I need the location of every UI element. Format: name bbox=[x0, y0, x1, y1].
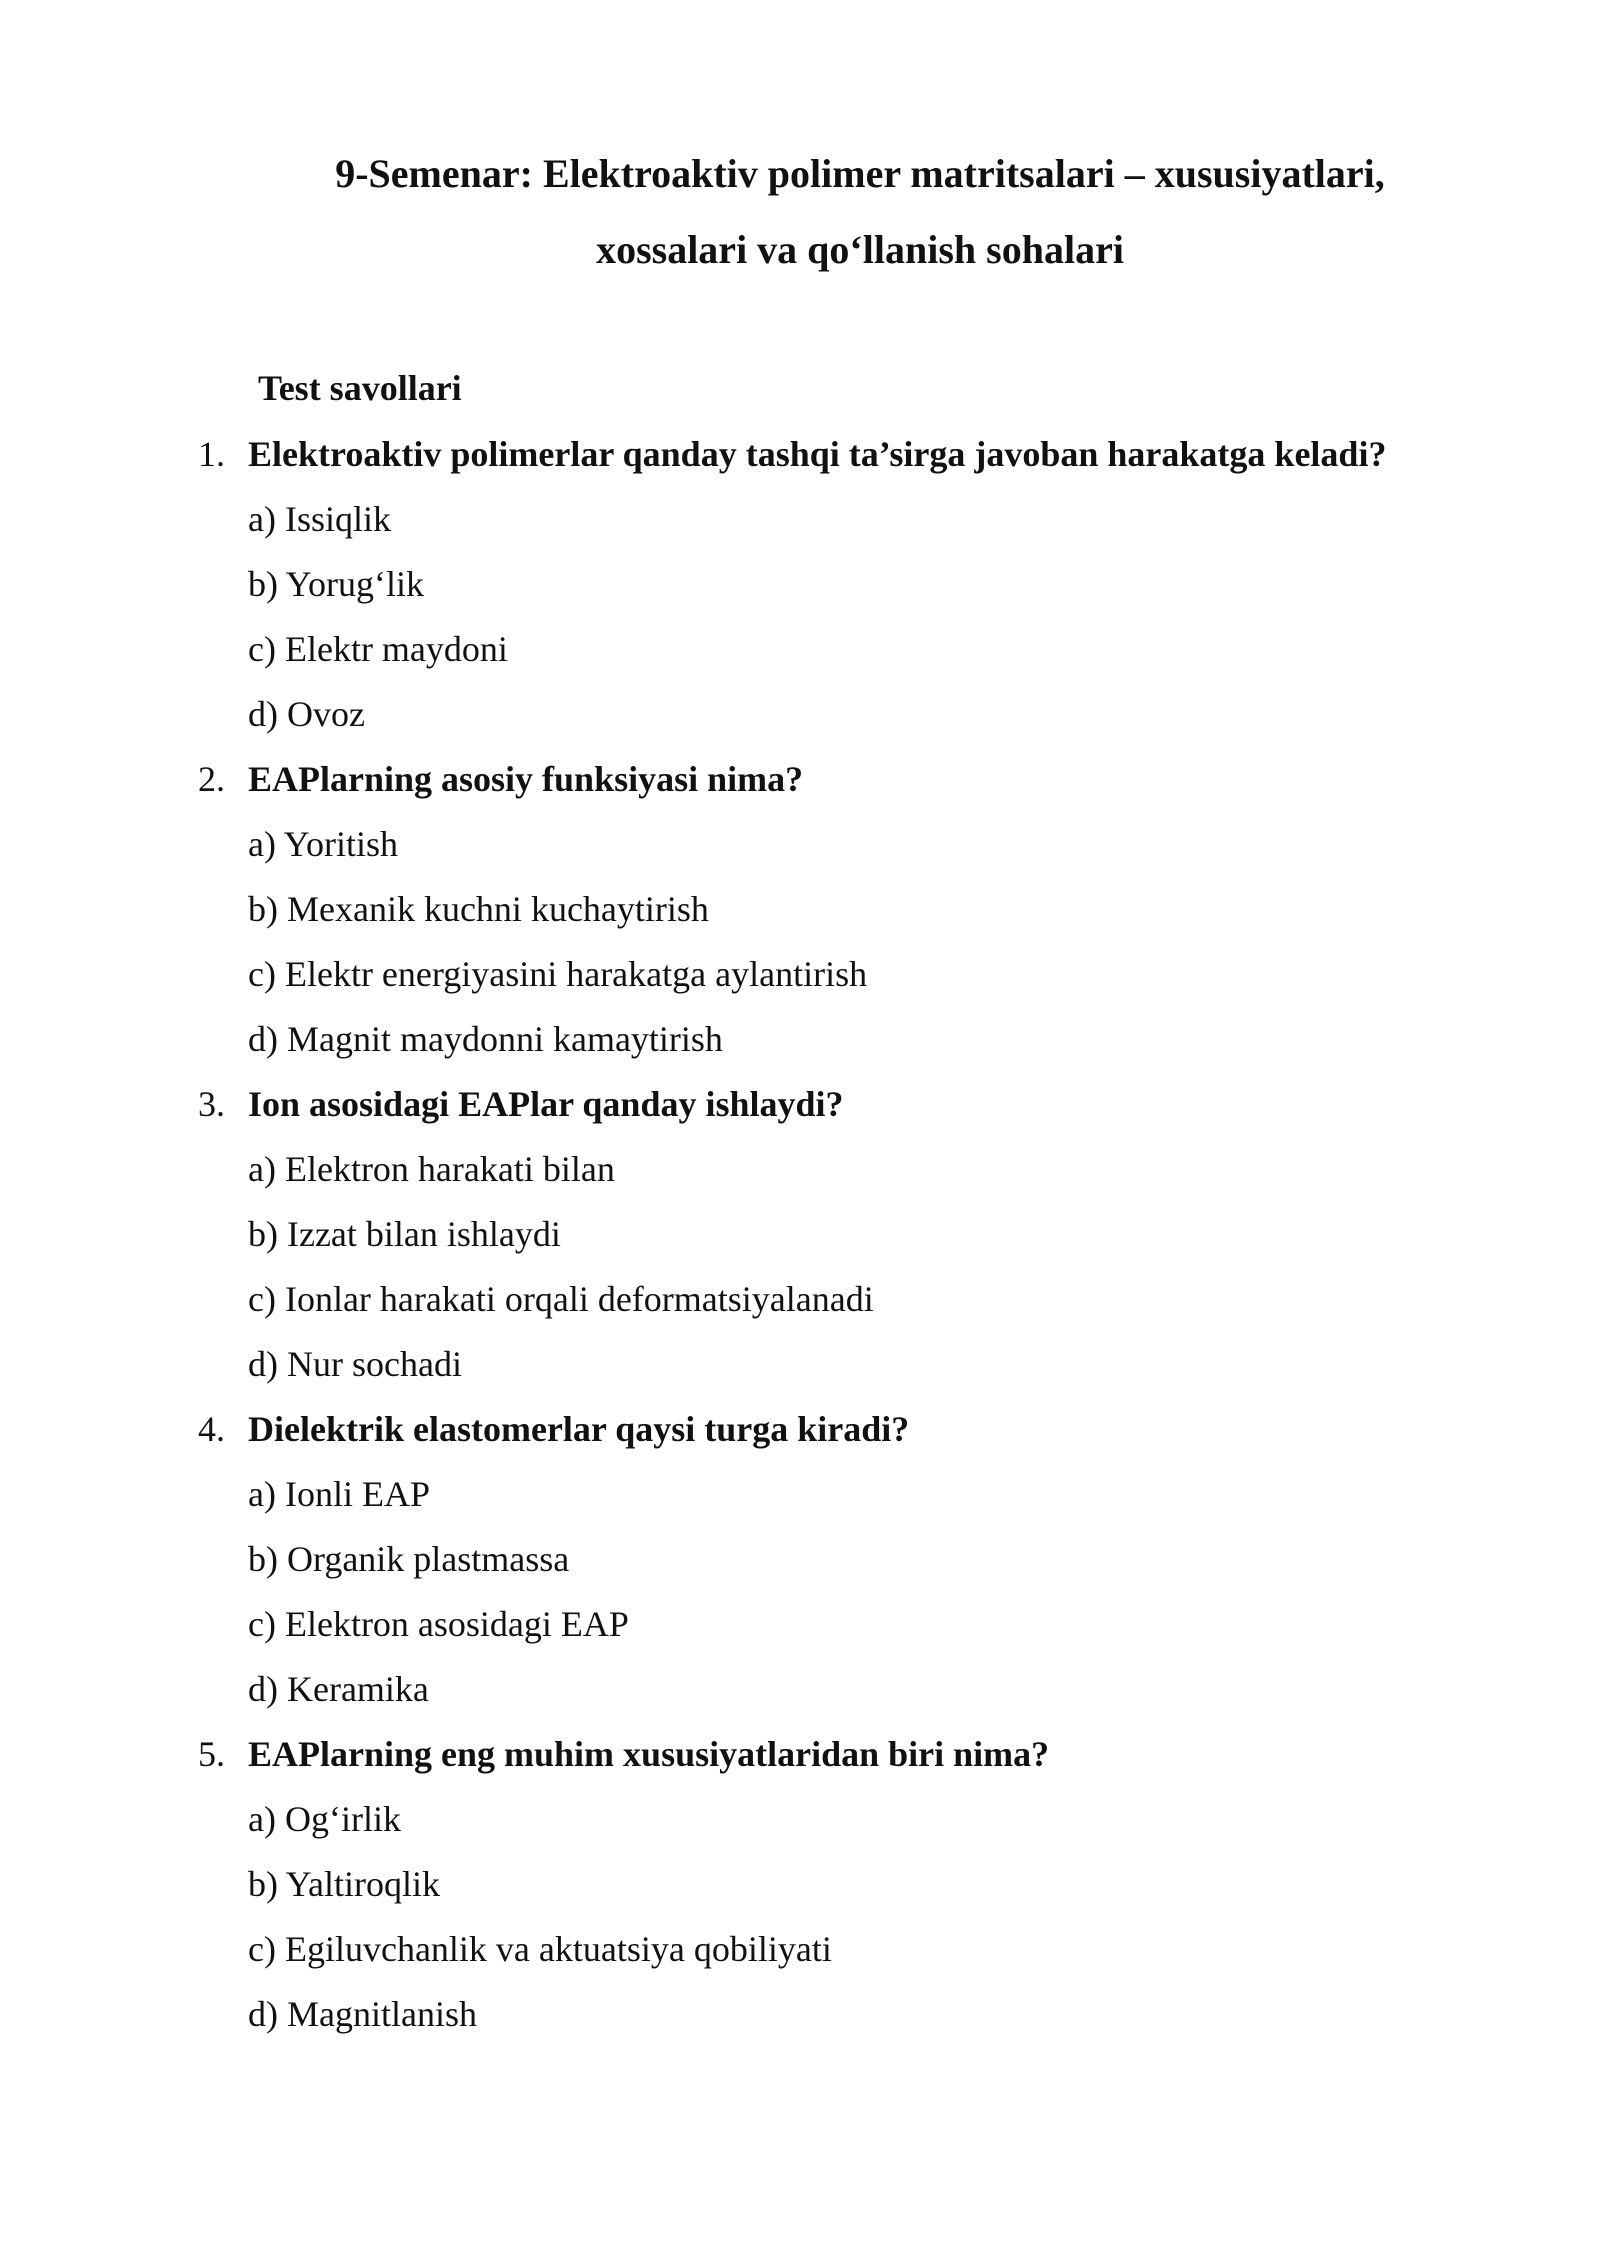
answer-option: d) Magnit maydonni kamaytirish bbox=[248, 1019, 723, 1059]
answer-option: a) Og‘irlik bbox=[248, 1799, 401, 1839]
answer-option: b) Izzat bilan ishlaydi bbox=[248, 1214, 561, 1254]
answer-option: b) Mexanik kuchni kuchaytirish bbox=[248, 889, 709, 929]
question-text: Ion asosidagi EAPlar qanday ishlaydi? bbox=[248, 1084, 844, 1124]
question-number: 2. bbox=[198, 759, 225, 799]
answer-option: b) Organik plastmassa bbox=[248, 1539, 570, 1579]
document-title-line-2: xossalari va qo‘llanish sohalari bbox=[596, 227, 1124, 272]
answer-option: d) Keramika bbox=[248, 1669, 429, 1709]
answer-option: c) Elektr maydoni bbox=[248, 629, 508, 669]
question-text: EAPlarning asosiy funksiyasi nima? bbox=[248, 759, 804, 799]
answer-option: a) Elektron harakati bilan bbox=[248, 1149, 615, 1189]
question-text: EAPlarning eng muhim xususiyatlaridan biri nima? bbox=[248, 1734, 1050, 1774]
document-title-line-1: 9-Semenar: Elektroaktiv polimer matritsalari – xususiyatlari, bbox=[335, 151, 1385, 196]
answer-option: d) Ovoz bbox=[248, 694, 365, 734]
question-text: Elektroaktiv polimerlar qanday tashqi ta’sirga javoban harakatga keladi? bbox=[248, 434, 1387, 474]
question-text: Dielektrik elastomerlar qaysi turga kiradi? bbox=[248, 1409, 910, 1449]
answer-option: c) Elektr energiyasini harakatga aylantirish bbox=[248, 954, 868, 994]
answer-option: a) Ionli EAP bbox=[248, 1474, 430, 1514]
answer-option: b) Yaltiroqlik bbox=[248, 1864, 441, 1904]
answer-option: c) Egiluvchanlik va aktuatsiya qobiliyati bbox=[248, 1929, 832, 1969]
answer-option: d) Nur sochadi bbox=[248, 1344, 462, 1384]
question-number: 1. bbox=[198, 434, 225, 474]
answer-option: b) Yorug‘lik bbox=[248, 564, 425, 604]
answer-option: c) Elektron asosidagi EAP bbox=[248, 1604, 629, 1644]
question-number: 5. bbox=[198, 1734, 225, 1774]
question-number: 4. bbox=[198, 1409, 225, 1449]
question-number: 3. bbox=[198, 1084, 225, 1124]
answer-option: a) Yoritish bbox=[248, 824, 399, 864]
answer-option: a) Issiqlik bbox=[248, 499, 391, 539]
answer-option: c) Ionlar harakati orqali deformatsiyalanadi bbox=[248, 1279, 874, 1319]
section-heading: Test savollari bbox=[258, 368, 462, 408]
answer-option: d) Magnitlanish bbox=[248, 1994, 477, 2034]
